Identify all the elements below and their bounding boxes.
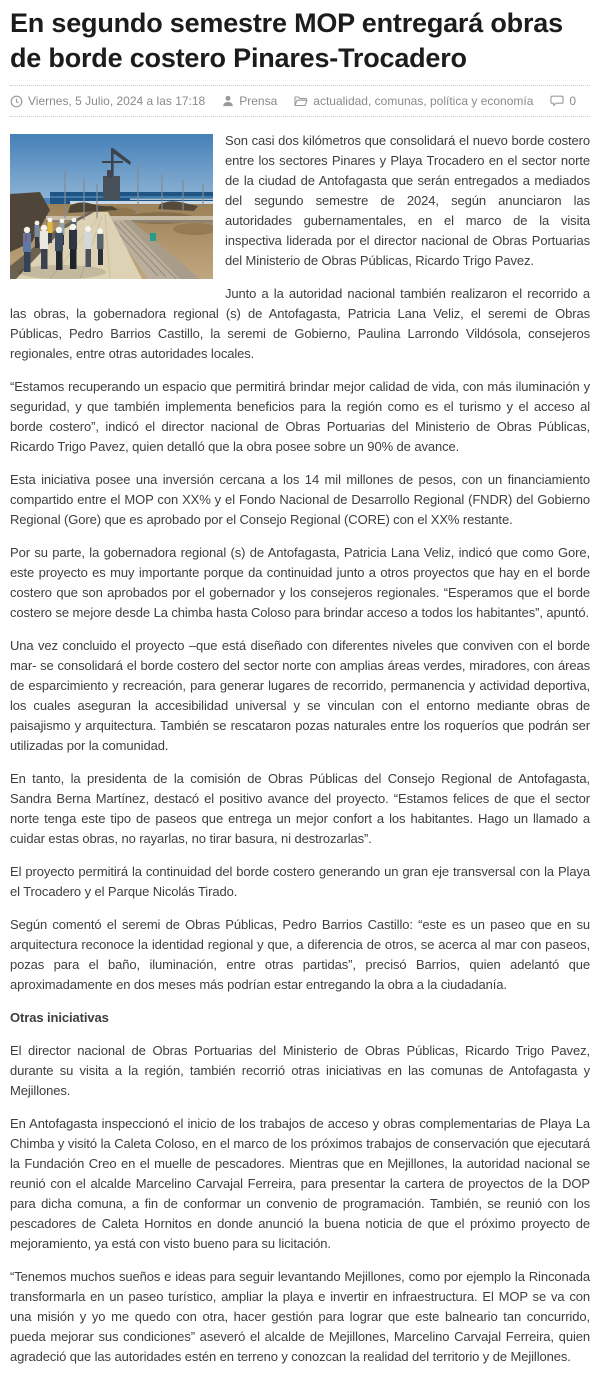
meta-date-label: Viernes, 5 Julio, 2024 a las 17:18: [28, 94, 206, 108]
clock-icon: [10, 95, 23, 108]
user-icon: [222, 95, 234, 107]
meta-comments[interactable]: [550, 94, 576, 108]
meta-categories-label: actualidad, comunas, política y economía: [313, 94, 534, 108]
article-body: [10, 131, 590, 1367]
subheading-otras-iniciativas: Otras iniciativas: [10, 1010, 109, 1025]
article-meta-bar: [10, 85, 590, 117]
meta-author-label: Prensa: [239, 94, 278, 108]
paragraph-2: Junto a la autoridad nacional también realizaron el recorrido a las obras, la gobernadora regional (s) de Antofagasta, Patricia Lana Veliz, el seremi de Obras Públicas, Pedro Barrios Castillo, la seremi de Gobierno, Paulina Larrondo Vildósola, consejeros regionales, entre otras autoridades locales.: [10, 286, 590, 361]
paragraph-1: Son casi dos kilómetros que consolidará el nuevo borde costero entre los sectores Pinares y Playa Trocadero en el sector norte de la ciudad de Antofagasta que serán entregados a mediados del segundo semestre de 2024, según anunciaron las autoridades gubernamentales, en el marco de la visita inspectiva liderada por el director nacional de Obras Portuarias del Ministerio de Obras Públicas, Ricardo Trigo Pavez.: [225, 133, 590, 268]
photo-bin: [150, 233, 156, 241]
meta-date: [10, 94, 205, 108]
meta-comments-count: 0: [569, 94, 577, 108]
paragraph-5: Por su parte, la gobernadora regional (s) de Antofagasta, Patricia Lana Veliz, indicó que como Gore, este proyecto es muy importante porque da continuidad junto a otros proyectos que hay en el borde costero que son aprobados por el gobernador y los consejeros regionales. “Esperamos que el borde costero se mejore desde La chimba hasta Coloso para brindar acceso a todos los habitantes”, apuntó.: [10, 545, 590, 620]
page-title: En segundo semestre MOP entregará obras de borde costero Pinares-Trocadero: [10, 8, 563, 73]
paragraph-9: Según comentó el seremi de Obras Públicas, Pedro Barrios Castillo: “este es un paseo que en su arquitectura reconoce la identidad regional y que, a diferencia de otros, se acerca al mar con paseos, pozas para el baño, iluminación, entre otras partidas”, precisó Barrios, quien adelantó que aproximadamente en dos meses más podrían estar entregando la obra a la ciudadanía.: [10, 917, 590, 992]
paragraph-12: “Tenemos muchos sueños e ideas para seguir levantando Mejillones, como por ejemplo la Rinconada transformarla en un paseo turístico, ampliar la playa e invertir en infraestructura. El MOP se va con una misión y yo me quedo con otra, hacer gestión para lograr que este balneario tan concurrido, pueda mejorar sus condiciones” aseveró el alcalde de Mejillones, Marcelino Carvajal Ferreira, quien agradeció que las autoridades estén en terreno y conozcan la realidad del territorio y de Mejillones.: [10, 1269, 590, 1364]
paragraph-3: “Estamos recuperando un espacio que permitirá brindar mejor calidad de vida, con más iluminación y seguridad, y que también implementa beneficios para la región como es el turismo y el acceso al borde costero”, indicó el director nacional de Obras Portuarias del Ministerio de Obras Públicas, Ricardo Trigo Pavez, quien detalló que la obra posee sobre un 90% de avance.: [10, 379, 590, 454]
meta-categories[interactable]: [294, 94, 533, 108]
paragraph-6: Una vez concluido el proyecto –que está diseñado con diferentes niveles que conviven con el borde mar- se consolidará el borde costero del sector norte con amplias áreas verdes, miradores, con áreas de esparcimiento y recreación, para generar lugares de recorrido, permanencia y actividad deportiva, los cuales aseguran la accesibilidad universal y se vinculan con el entorno mediante obras de paisajismo y arquitectura. También se rescataron pozas naturales entre los roqueríos que podrán ser utilizadas por la comunidad.: [10, 638, 590, 753]
meta-author[interactable]: [222, 94, 277, 108]
comment-bubble-icon: [550, 95, 564, 107]
folder-icon: [294, 95, 308, 107]
paragraph-10: El director nacional de Obras Portuarias del Ministerio de Obras Públicas, Ricardo Trigo Pavez, durante su visita a la región, también recorrió otras iniciativas en las comunas de Antofagasta y Mejillones.: [10, 1043, 590, 1098]
photo-ocean: [50, 192, 213, 205]
paragraph-11: En Antofagasta inspeccionó el inicio de los trabajos de acceso y obras complementarias de Playa La Chimba y visitó la Caleta Coloso, en el marco de los próximos trabajos de conservación que ejecutará la Fundación Creo en el muelle de pescadores. Mientras que en Mejillones, la autoridad nacional se reunió con el alcalde Marcelino Carvajal Ferreira, para presentar la cartera de proyectos de la DOP para dicha comuna, a fin de conformar un convenio de programación. También, se reunió con los pescadores de Caleta Hornitos en donde anunció la buena noticia de que el próximo proyecto de mejoramiento, ya está con visto bueno para su licitación.: [10, 1116, 590, 1251]
article-photo: [10, 134, 213, 279]
paragraph-4: Esta iniciativa posee una inversión cercana a los 14 mil millones de pesos, con un financiamiento compartido entre el MOP con XX% y el Fondo Nacional de Desarrollo Regional (FNDR) del Gobierno Regional (Gore) que es aprobado por el Consejo Regional (CORE) con el XX% restante.: [10, 472, 590, 527]
paragraph-7: En tanto, la presidenta de la comisión de Obras Públicas del Consejo Regional de Antofagasta, Sandra Berna Martínez, destacó el positivo avance del proyecto. “Estamos felices de que el sector norte tenga este tipo de paseos que entrega un mejor confort a los habitantes. Hago un llamado a cuidar estas obras, no rayarlas, no tirar basura, ni destrozarlas”.: [10, 771, 590, 846]
paragraph-8: El proyecto permitirá la continuidad del borde costero generando un gran eje transversal con la Playa el Trocadero y el Parque Nicolás Tirado.: [10, 864, 590, 899]
